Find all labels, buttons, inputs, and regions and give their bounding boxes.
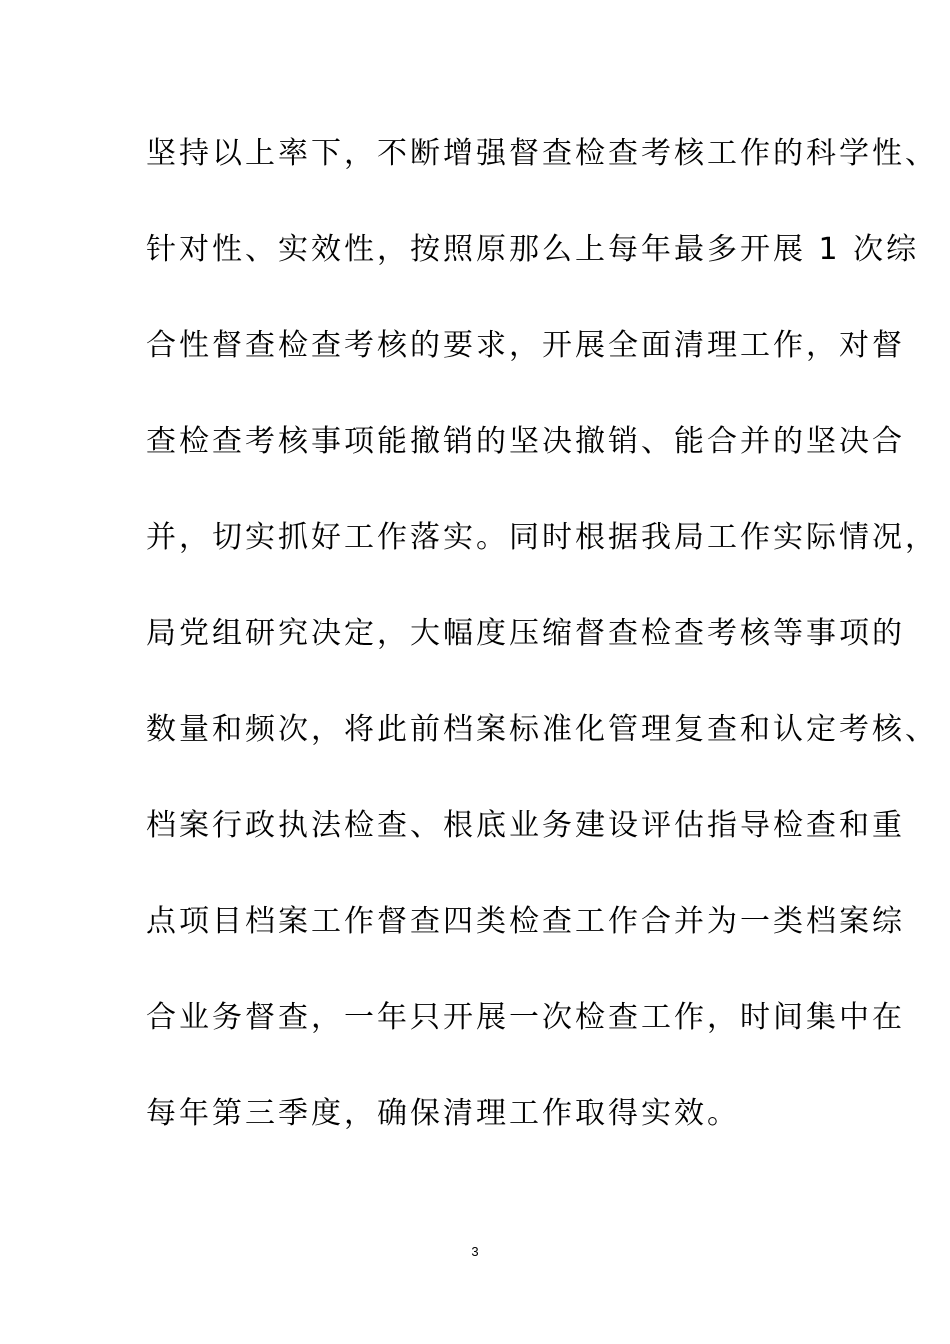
text-line: 合业务督查，一年只开展一次检查工作，时间集中在 (146, 1000, 905, 1035)
text-line: 查检查考核事项能撤销的坚决撤销、能合并的坚决合 (146, 424, 905, 459)
body-paragraph (146, 124, 938, 1180)
text-line: 点项目档案工作督查四类检查工作合并为一类档案综 (146, 904, 905, 939)
page-number: 3 (471, 1244, 479, 1259)
text-line: 针对性、实效性，按照原那么上每年最多开展 1 次综 (146, 232, 920, 267)
text-line: 坚持以上率下，不断增强督查检查考核工作的科学性、 (146, 136, 938, 171)
text-line: 档案行政执法检查、根底业务建设评估指导检查和重 (146, 808, 905, 843)
text-line: 合性督查检查考核的要求，开展全面清理工作，对督 (146, 328, 905, 363)
text-line: 并，切实抓好工作落实。同时根据我局工作实际情况， (146, 520, 938, 555)
text-line: 数量和频次，将此前档案标准化管理复查和认定考核、 (146, 712, 938, 747)
text-line: 每年第三季度，确保清理工作取得实效。 (146, 1096, 740, 1131)
text-line: 局党组研究决定，大幅度压缩督查检查考核等事项的 (146, 616, 905, 651)
